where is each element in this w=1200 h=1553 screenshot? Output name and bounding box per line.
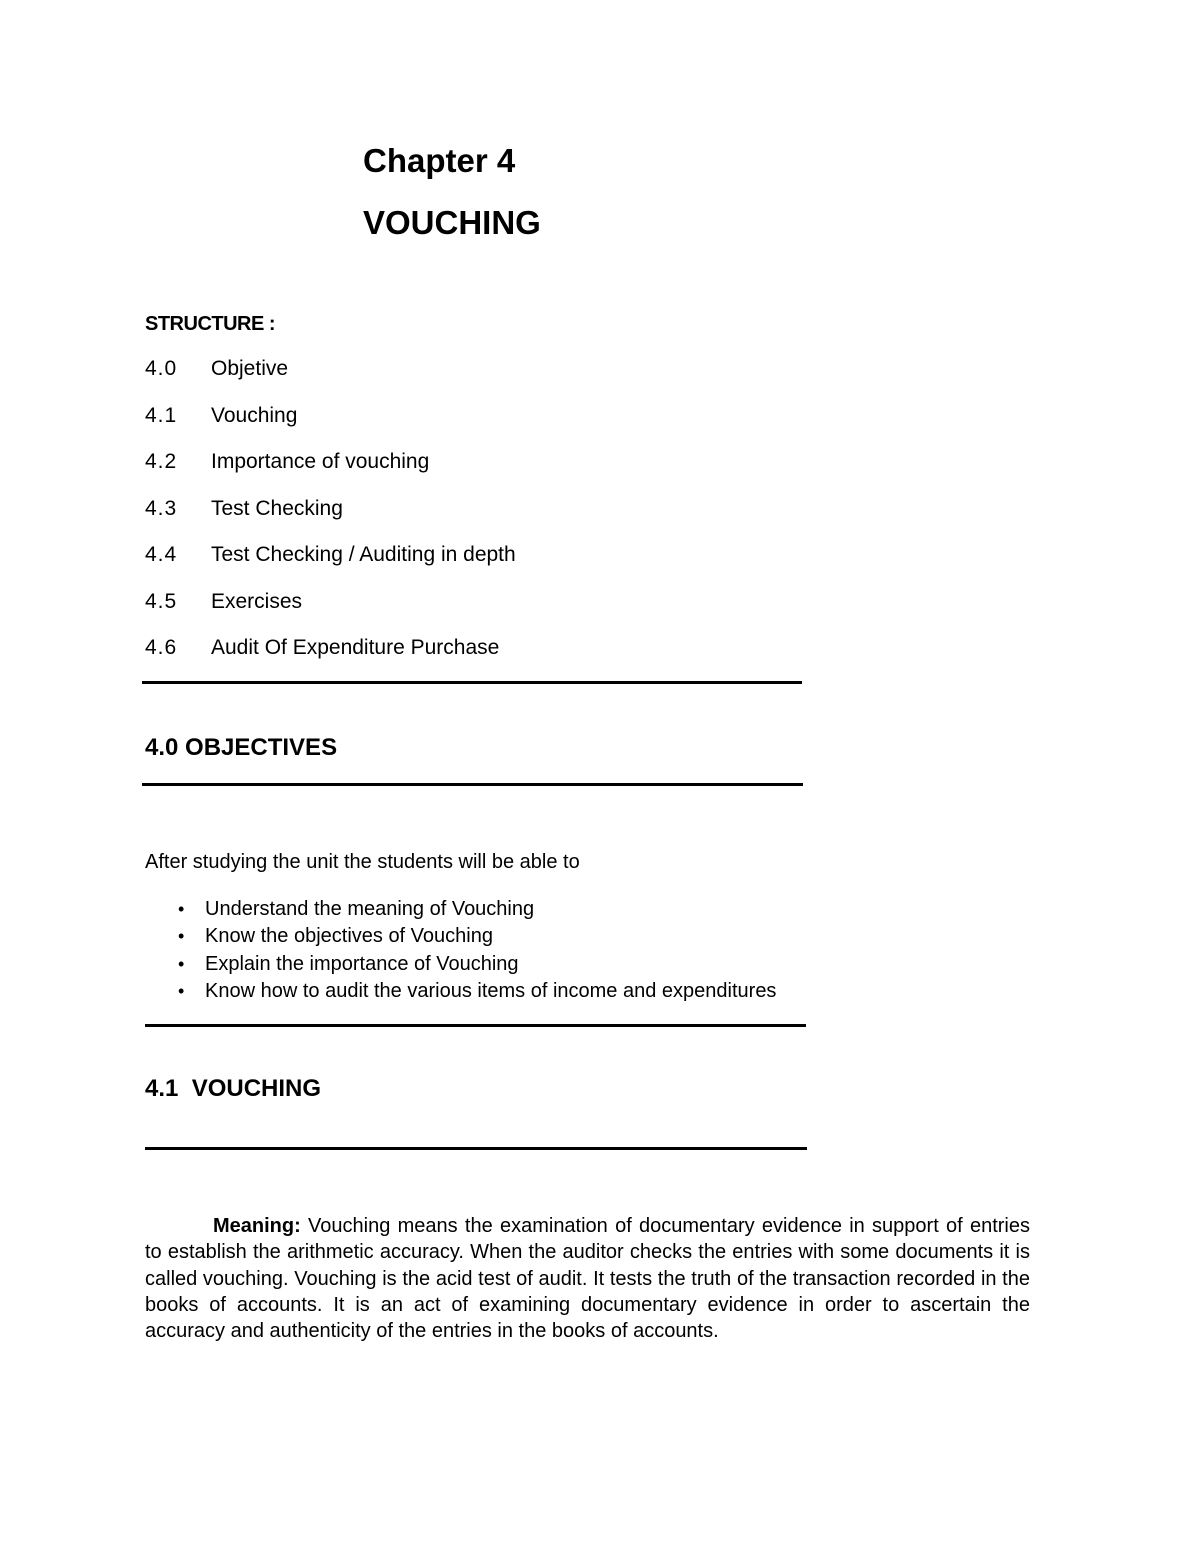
structure-item-label: Objetive bbox=[211, 357, 289, 380]
divider bbox=[145, 1024, 806, 1027]
structure-label: STRUCTURE : bbox=[145, 313, 276, 335]
structure-item-number: 4.4 bbox=[145, 543, 178, 566]
structure-item-label: Test Checking / Auditing in depth bbox=[211, 543, 516, 566]
list-item bbox=[178, 951, 776, 978]
list-item bbox=[178, 923, 776, 950]
meaning-text: Vouching means the examination of documentary evidence in support of entries to establish the arithmetic accuracy. When the auditor checks the entries with some documents it is called vouching. Vouching is the acid test of audit. It tests the truth of the transaction recorded in the books of accounts. It is an act of examining documentary evidence in order to ascertain the accuracy and authenticity of the entries in the books of accounts. bbox=[145, 1215, 1030, 1343]
chapter-subtitle: VOUCHING bbox=[363, 204, 541, 241]
structure-item-number: 4.3 bbox=[145, 496, 178, 520]
objectives-list bbox=[178, 896, 776, 1005]
structure-item-number: 4.6 bbox=[145, 636, 178, 659]
list-item bbox=[178, 896, 776, 923]
objectives-intro: After studying the unit the students will be able to bbox=[145, 851, 580, 873]
structure-item bbox=[145, 448, 516, 495]
structure-item-label: Importance of vouching bbox=[211, 450, 430, 473]
structure-list bbox=[145, 355, 516, 681]
structure-item-number: 4.2 bbox=[145, 450, 178, 473]
list-item-text: Know how to audit the various items of income and expenditures bbox=[205, 979, 777, 1002]
structure-item-number: 4.0 bbox=[145, 357, 178, 380]
structure-item bbox=[145, 355, 516, 402]
structure-item bbox=[145, 588, 516, 635]
structure-item-number: 4.5 bbox=[145, 589, 178, 613]
structure-item bbox=[145, 495, 516, 542]
structure-item-label: Test Checking bbox=[211, 496, 343, 520]
bullet-icon: • bbox=[178, 926, 185, 947]
meaning-label: Meaning: bbox=[213, 1215, 301, 1237]
structure-item-label: Exercises bbox=[211, 589, 303, 613]
objectives-heading: 4.0 OBJECTIVES bbox=[145, 734, 338, 761]
structure-item bbox=[145, 541, 516, 588]
structure-item bbox=[145, 634, 516, 681]
structure-item-label: Vouching bbox=[211, 403, 298, 427]
list-item-text: Explain the importance of Vouching bbox=[205, 952, 519, 975]
structure-item-label: Audit Of Expenditure Purchase bbox=[211, 636, 500, 659]
vouching-heading: 4.1 VOUCHING bbox=[145, 1075, 322, 1102]
structure-item-number: 4.1 bbox=[145, 403, 178, 427]
bullet-icon: • bbox=[178, 899, 185, 919]
bullet-icon: • bbox=[178, 953, 185, 974]
chapter-title: Chapter 4 bbox=[363, 142, 516, 179]
divider bbox=[145, 1147, 807, 1150]
list-item-text: Understand the meaning of Vouching bbox=[205, 898, 535, 920]
list-item bbox=[178, 978, 776, 1005]
bullet-icon: • bbox=[178, 980, 185, 1001]
meaning-paragraph bbox=[145, 1213, 1030, 1344]
divider bbox=[142, 681, 802, 684]
divider bbox=[142, 783, 803, 786]
list-item-text: Know the objectives of Vouching bbox=[205, 925, 493, 948]
structure-item bbox=[145, 402, 516, 449]
